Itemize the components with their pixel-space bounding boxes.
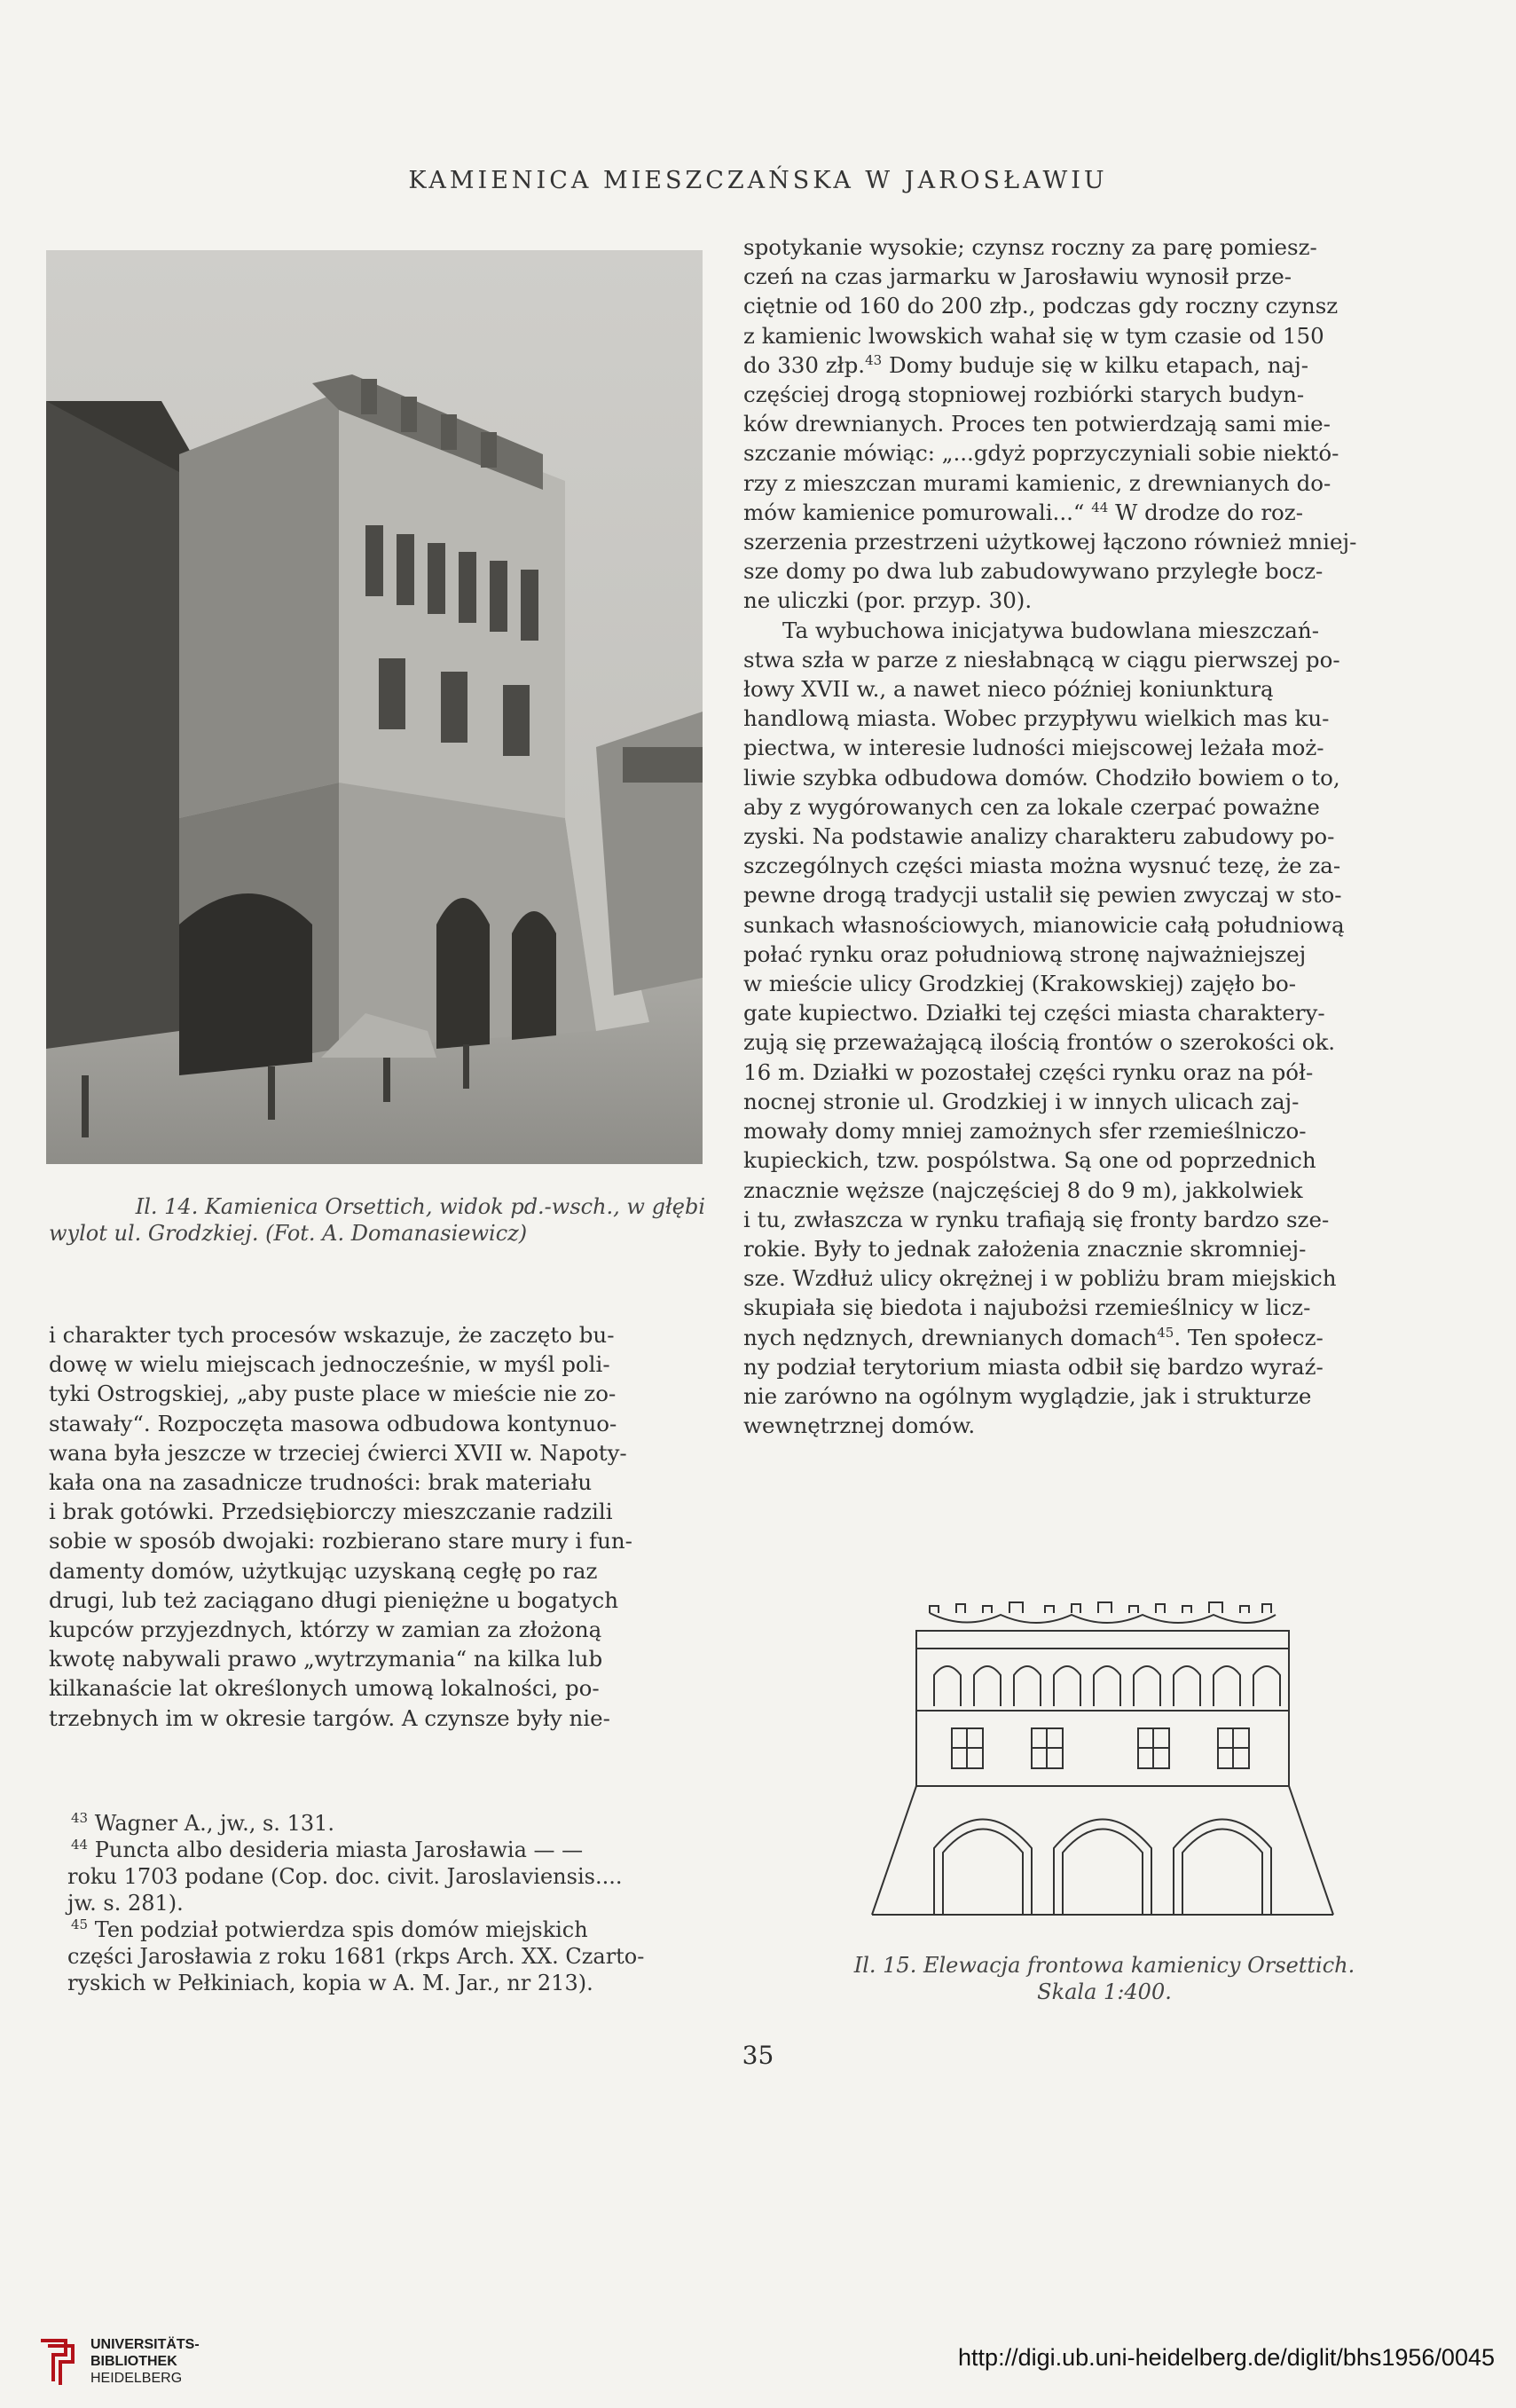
text-line: stwa szła w parze z niesłabnącą w ciągu pierwszej po- [743, 646, 1340, 673]
footnotes [67, 1810, 703, 1996]
text-line: nie zarówno na ogólnym wyglądzie, jak i strukturze [743, 1382, 1312, 1409]
text-line: zują się przeważającą ilością frontów o szerokości ok. [743, 1029, 1336, 1056]
left-column-text [49, 1320, 703, 1733]
text-line: Ta wybuchowa inicjatywa budowlana mieszczań- [782, 617, 1319, 643]
text-line: szerzenia przestrzeni użytkowej łączono również mniej- [743, 529, 1357, 555]
footnote-ref: 43 [865, 351, 883, 368]
text-line: pewne drogą tradycji ustalił się pewien zwyczaj w sto- [743, 882, 1342, 909]
figure-14-caption-line2: wylot ul. Grodzkiej. (Fot. A. Domanasiewicz) [49, 1221, 528, 1246]
figure-14-caption-line1: Il. 14. Kamienica Orsettich, widok pd.-wsch., w głębi [135, 1194, 705, 1219]
text-fragment: do 330 złp. [743, 351, 866, 378]
text-line: częściej drogą stopniowej rozbiórki starych budyn- [743, 382, 1305, 408]
library-logo-icon [34, 2335, 83, 2392]
building-photo [46, 250, 703, 1164]
footnote-number: 43 [71, 1810, 89, 1826]
text-line: wana była jeszcze w trzeciej ćwierci XVII w. Napoty- [49, 1439, 627, 1466]
text-line: szczanie mówiąc: „...gdyż poprzyczyniali sobie niektó- [743, 440, 1339, 467]
text-line: sobie w sposób dwojaki: rozbierano stare mury i fun- [49, 1528, 632, 1554]
text-line: ciętnie od 160 do 200 złp., podczas gdy roczny czynsz [743, 293, 1339, 319]
text-line [743, 498, 1415, 527]
text-line: gate kupiectwo. Działki tej części miasta charaktery- [743, 1000, 1325, 1027]
text-line: z kamienic lwowskich wahał się w tym czasie od 150 [743, 322, 1324, 349]
text-line: szczególnych części miasta można wysnuć tezę, że za- [743, 853, 1341, 879]
text-line: aby z wygórowanych cen za lokale czerpać poważne [743, 793, 1320, 820]
text-line: kupieckich, tzw. pospólstwa. Są one od poprzednich [743, 1147, 1316, 1174]
right-column-text [743, 232, 1415, 1440]
text-line: kilkanaście lat określonych umową lokalności, po- [49, 1675, 600, 1702]
text-line: kupców przyjezdnych, którzy w zamian za złożoną [49, 1617, 602, 1643]
figure-15-caption-line1: Il. 15. Elewacja frontowa kamienicy Orsettich. [853, 1953, 1355, 1978]
footnote-ref: 44 [1091, 499, 1109, 515]
text-line: drugi, lub też zaciągano długi pieniężne u bogatych [49, 1586, 618, 1613]
footnote-44 [71, 1837, 703, 1863]
text-line: i charakter tych procesów wskazuje, że zaczęto bu- [49, 1322, 615, 1348]
text-fragment: W drodze do roz- [1115, 499, 1303, 525]
text-line: piectwa, w interesie ludności miejscowej leżała moż- [743, 735, 1324, 761]
text-line: damenty domów, użytkując uzyskaną cegłę po raz [49, 1557, 598, 1584]
text-line: sze domy po dwa lub zabudowywano przyległe bocz- [743, 558, 1324, 585]
text-line: ne uliczki (por. przyp. 30). [743, 587, 1033, 614]
text-line: kwotę nabywali prawo „wytrzymania“ na kilka lub [49, 1646, 603, 1672]
text-line: mowały domy mniej zamożnych sfer rzemieślniczo- [743, 1118, 1307, 1145]
text-line: zyski. Na podstawie analizy charakteru zabudowy po- [743, 823, 1335, 850]
footnote-text: Wagner A., jw., s. 131. [94, 1811, 335, 1836]
footnote-45 [71, 1916, 703, 1943]
text-fragment: . Ten społecz- [1174, 1324, 1324, 1350]
text-line: tyki Ostrogskiej, „aby puste place w mieście nie zo- [49, 1381, 617, 1407]
footnote-number: 45 [71, 1916, 89, 1932]
footnote-44-cont: jw. s. 281). [67, 1891, 184, 1916]
library-name [90, 2336, 200, 2387]
text-line: dowę w wielu miejscach jednocześnie, w myśl poli- [49, 1351, 610, 1378]
running-header: KAMIENICA MIESZCZAŃSKA W JAROSŁAWIU [408, 167, 1108, 194]
text-line: wewnętrznej domów. [743, 1413, 976, 1439]
text-line: rokie. Były to jednak założenia znacznie skromniej- [743, 1235, 1307, 1262]
footnote-ref: 45 [1157, 1324, 1174, 1341]
text-fragment: nych nędznych, drewnianych domach [743, 1324, 1158, 1350]
figure-15-caption-line2: Skala 1:400. [1037, 1979, 1172, 2004]
text-line: sunkach własnościowych, mianowicie całą południową [743, 911, 1345, 938]
text-line [743, 350, 1415, 380]
text-line [743, 1323, 1415, 1352]
text-line: kała ona na zasadnicze trudności: brak materiału [49, 1469, 593, 1496]
logo-line: HEIDELBERG [90, 2371, 183, 2386]
text-line: liwie szybka odbudowa domów. Chodziło bowiem o to, [743, 764, 1340, 791]
footnote-number: 44 [71, 1837, 89, 1853]
footnote-text: Ten podział potwierdza spis domów miejskich [94, 1917, 588, 1942]
text-line: skupiała się biedota i najubożsi rzemieślnicy w licz- [743, 1294, 1311, 1321]
source-url-link[interactable]: http://digi.ub.uni-heidelberg.de/diglit/bhs1956/0045 [958, 2344, 1495, 2371]
text-line: i tu, zwłaszcza w rynku trafiają się fronty bardzo sze- [743, 1206, 1330, 1232]
logo-line: UNIVERSITÄTS- [90, 2337, 200, 2352]
text-line: połać rynku oraz południową stronę najważniejszej [743, 940, 1307, 967]
footnote-43 [71, 1810, 703, 1837]
text-line: handlową miasta. Wobec przypływu wielkich mas ku- [743, 705, 1330, 732]
elevation-drawing [859, 1595, 1409, 1950]
text-line: nocnej stronie ul. Grodzkiej i w innych ulicach zaj- [743, 1088, 1300, 1114]
text-line: sze. Wzdłuż ulicy okrężnej i w pobliżu bram miejskich [743, 1265, 1337, 1292]
text-line: w mieście ulicy Grodzkiej (Krakowskiej) zajęło bo- [743, 971, 1296, 997]
text-line: łowy XVII w., a nawet nieco później koniunkturą [743, 676, 1274, 703]
text-line: i brak gotówki. Przedsiębiorczy mieszczanie radzili [49, 1499, 613, 1525]
text-line: rzy z mieszczan murami kamienic, z drewnianych do- [743, 469, 1331, 496]
text-fragment: Domy buduje się w kilku etapach, naj- [889, 351, 1309, 378]
footnote-45-cont: ryskich w Pełkiniach, kopia w A. M. Jar., nr 213). [67, 1971, 593, 1995]
logo-line: BIBLIOTHEK [90, 2354, 177, 2369]
text-line: stawały“. Rozpoczęta masowa odbudowa kontynuo- [49, 1410, 617, 1436]
text-line: czeń na czas jarmarku w Jarosławiu wynosił prze- [743, 264, 1292, 290]
text-line: trzebnych im w okresie targów. A czynsze były nie- [49, 1704, 610, 1731]
page-number: 35 [742, 2041, 774, 2070]
footnote-text: Puncta albo desideria miasta Jarosławia — — [94, 1837, 584, 1862]
footnote-45-cont: części Jarosławia z roku 1681 (rkps Arch. XX. Czarto- [67, 1944, 645, 1969]
text-line: znacznie węższe (najczęściej 8 do 9 m), jakkolwiek [743, 1176, 1303, 1203]
text-line: ków drewnianych. Proces ten potwierdzają sami mie- [743, 411, 1331, 437]
text-fragment: mów kamienice pomurowali...“ [743, 499, 1085, 525]
text-line: 16 m. Działki w pozostałej części rynku oraz na pół- [743, 1058, 1314, 1085]
text-line: spotykanie wysokie; czynsz roczny za parę pomiesz- [743, 234, 1317, 260]
footnote-44-cont: roku 1703 podane (Cop. doc. civit. Jaroslaviensis.... [67, 1864, 623, 1889]
text-line: ny podział terytorium miasta odbił się bardzo wyraź- [743, 1353, 1324, 1380]
